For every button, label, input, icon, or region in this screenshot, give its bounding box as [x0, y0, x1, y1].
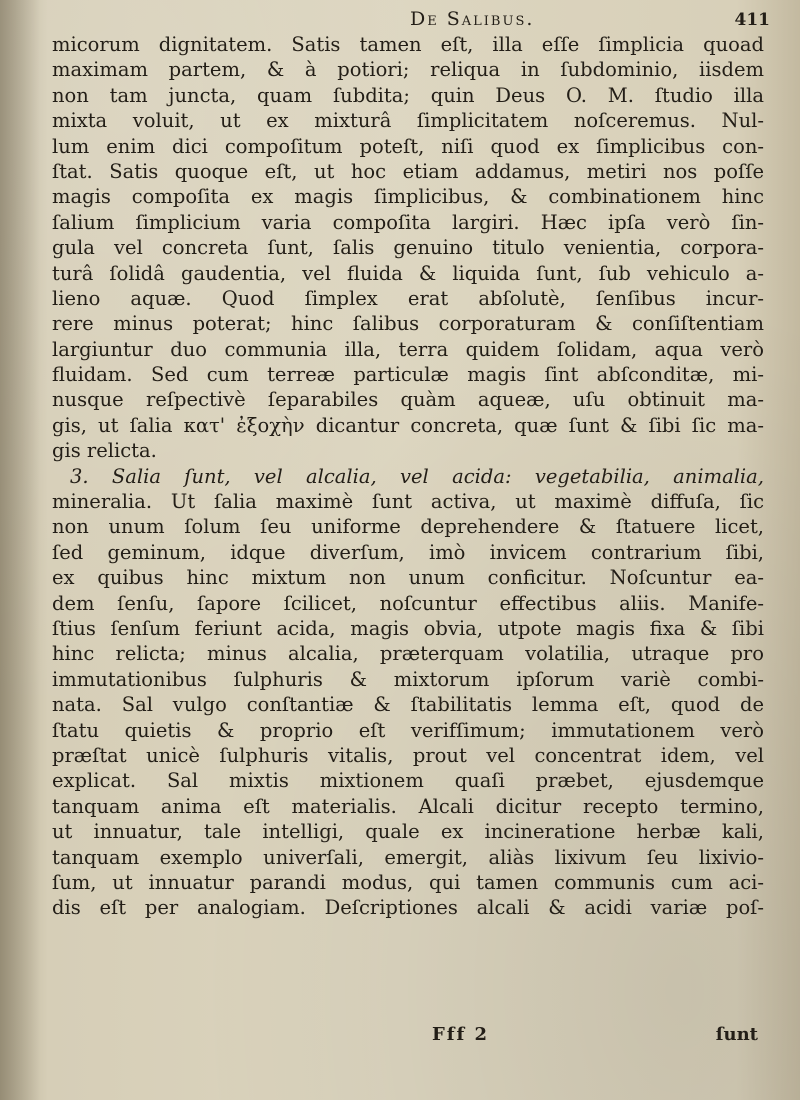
- text-line: dem ſenſu, ſapore ſcilicet, noſcuntur effectibus aliis. Manife-: [52, 591, 764, 615]
- text-line: præſtat unicè ſulphuris vitalis, prout vel concentrat idem, vel: [52, 743, 764, 767]
- body-text: [52, 32, 764, 921]
- text-line: ſalium ſimplicium varia compoſita largiri. Hæc ipſa verò ſin-: [52, 210, 764, 234]
- text-line: ex quibus hinc mixtum non unum conficitur. Noſcuntur ea-: [52, 566, 764, 590]
- text-line: largiuntur duo communia illa, terra quidem ſolidam, aqua verò: [52, 337, 764, 361]
- text-line: rere minus poterat; hinc ſalibus corporaturam & conſiſtentiam: [52, 312, 764, 336]
- text-line: tanquam anima eſt materialis. Alcali dicitur recepto termino,: [52, 794, 764, 818]
- text-line: gis relicta.: [52, 439, 157, 463]
- text-line: tanquam exemplo univerſali, emergit, aliàs lixivum ſeu lixivio-: [52, 845, 764, 869]
- text-line: dis eſt per analogiam. Deſcriptiones alcali & acidi variæ poſ-: [52, 896, 764, 920]
- text-line: explicat. Sal mixtis mixtionem quaſi præbet, ejusdemque: [52, 769, 764, 793]
- running-head: De Salibus.: [410, 8, 535, 30]
- text-line: maximam partem, & à potiori; reliqua in ſubdominio, iisdem: [52, 58, 764, 82]
- text-line: mixta voluit, ut ex mixturâ ſimplicitatem noſceremus. Nul-: [52, 109, 764, 133]
- text-line: ſtius ſenſum feriunt acida, magis obvia, utpote magis fixa & ſibi: [52, 616, 764, 640]
- text-line: gula vel concreta ſunt, ſalis genuino titulo venientia, corpora-: [52, 236, 764, 260]
- text-line: ſed geminum, idque diverſum, imò invicem contrarium ſibi,: [52, 540, 764, 564]
- page-number: 411: [734, 10, 770, 30]
- text-line: gis, ut ſalia κατ' ἐξοχὴν dicantur concreta, quæ ſunt & ſibi ſic ma-: [52, 413, 764, 437]
- page-footer: [52, 1024, 764, 1050]
- page-header: [250, 8, 770, 34]
- text-line: ſtatu quietis & proprio eſt verifſimum; immutationem verò: [52, 718, 764, 742]
- text-line: magis compoſita ex magis ſimplicibus, & combinationem hinc: [52, 185, 764, 209]
- text-line: mineralia. Ut ſalia maximè ſunt activa, ut maximè diffuſa, ſic: [52, 490, 764, 514]
- page-gutter-shadow: [0, 0, 40, 1100]
- text-line: ut innuatur, tale intelligi, quale ex incineratione herbæ kali,: [52, 820, 764, 844]
- text-line: micorum dignitatem. Satis tamen eſt, illa eſſe ſimplicia quoad: [52, 33, 764, 56]
- signature-mark: Fff 2: [432, 1024, 490, 1045]
- text-line: immutationibus ſulphuris & mixtorum ipſorum variè combi-: [52, 667, 764, 691]
- text-line: lieno aquæ. Quod ſimplex erat abſolutè, ſenſibus incur-: [52, 286, 764, 310]
- text-line: ſtat. Satis quoque eſt, ut hoc etiam addamus, metiri nos poſſe: [52, 159, 764, 183]
- text-line: nata. Sal vulgo conſtantiæ & ſtabilitatis lemma eſt, quod de: [52, 693, 764, 717]
- text-line: non unum ſolum ſeu uniforme deprehendere & ſtatuere licet,: [52, 515, 764, 539]
- text-line: turâ ſolidâ gaudentia, vel fluida & liquida ſunt, ſub vehiculo a-: [52, 261, 764, 285]
- text-line: ſum, ut innuatur parandi modus, qui tamen communis cum aci-: [52, 870, 764, 894]
- catchword: ſunt: [715, 1024, 758, 1045]
- text-line: nusque reſpectivè ſeparabiles quàm aqueæ, uſu obtinuit ma-: [52, 388, 764, 412]
- text-line: lum enim dici compoſitum poteſt, niſi quod ex ſimplicibus con-: [52, 134, 764, 158]
- text-line: non tam juncta, quam ſubdita; quin Deus O. M. ſtudio illa: [52, 83, 764, 107]
- paragraph-start-line: 3. Salia ſunt, vel alcalia, vel acida: vegetabilia, animalia,: [70, 464, 764, 488]
- text-line: hinc relicta; minus alcalia, præterquam volatilia, utraque pro: [52, 642, 764, 666]
- text-line: fluidam. Sed cum terreæ particulæ magis ſint abſconditæ, mi-: [52, 363, 764, 387]
